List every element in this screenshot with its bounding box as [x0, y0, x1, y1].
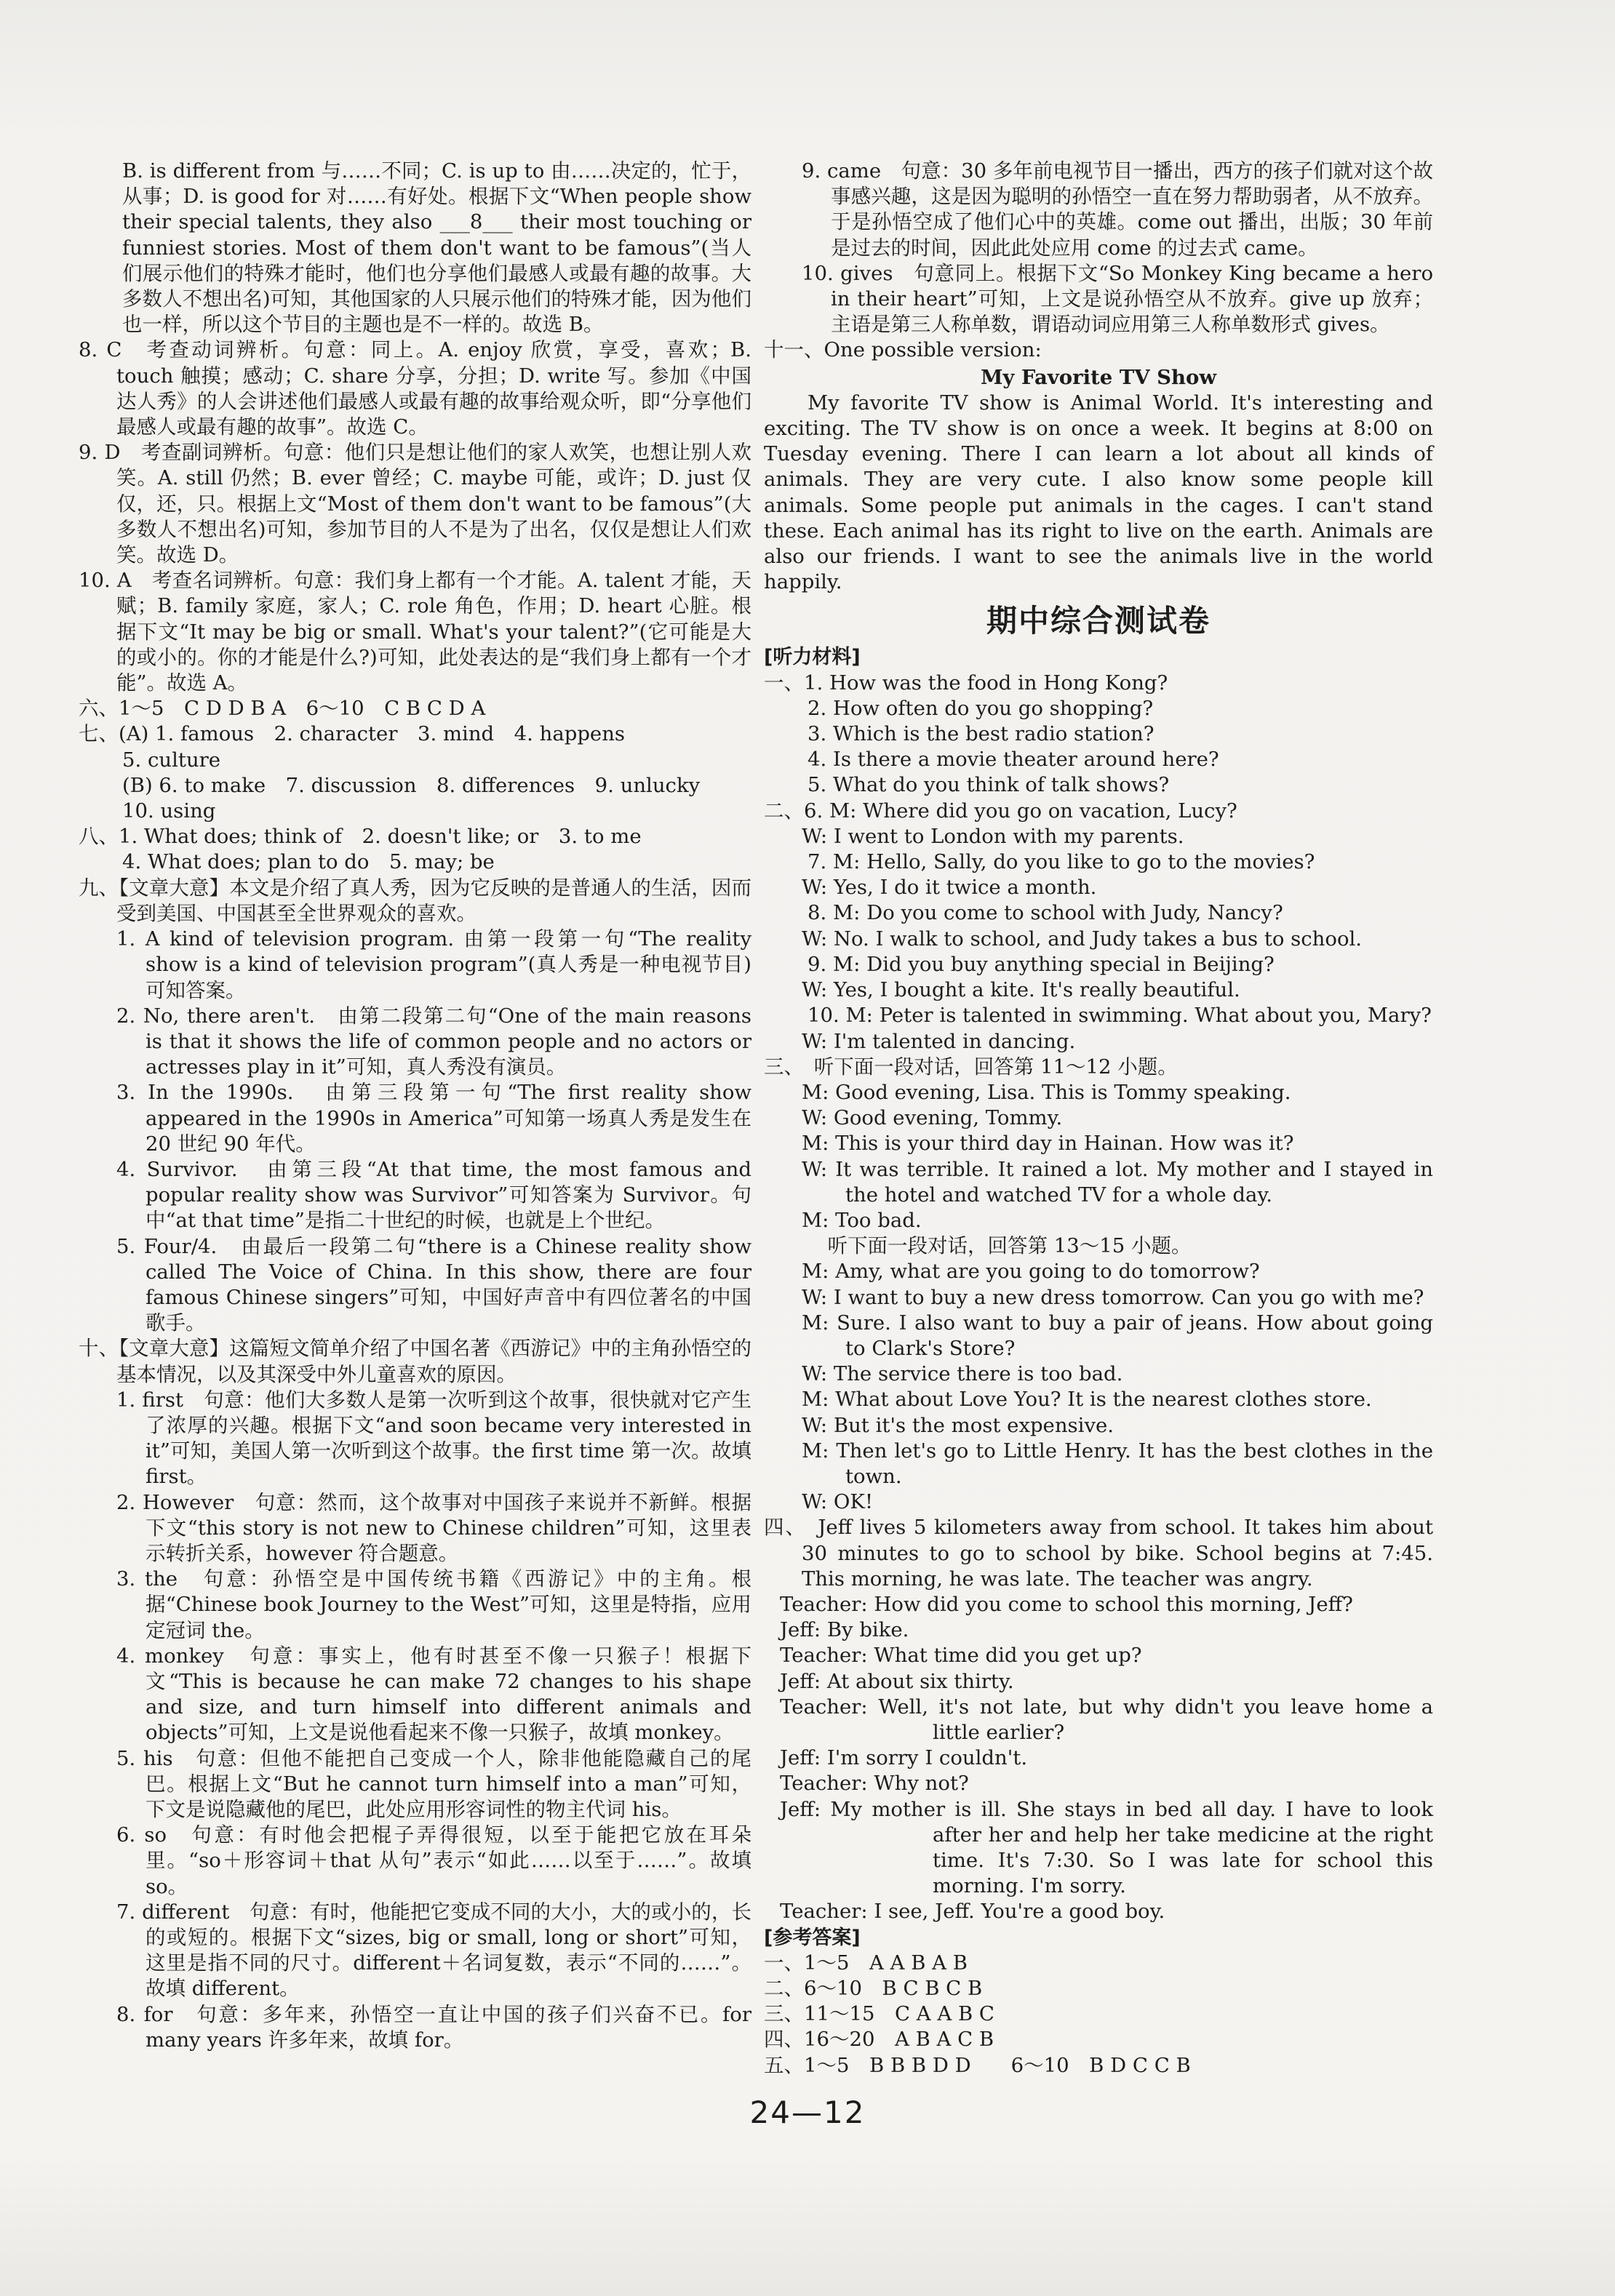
explanation-paragraph: 1. first 句意：他们大多数人是第一次听到这个故事，很快就对它产生了浓厚的兴趣。根据下文“and soon became very interested in it”可知，美国人第一次听到这个故事。the first time 第一次。故填 first。 — [116, 1388, 751, 1489]
listening-line: W: Yes, I bought a kite. It's really beautiful. — [802, 978, 1240, 1002]
explanation-paragraph: 2. However 句意：然而，这个故事对中国孩子来说并不新鲜。根据下文“this story is not new to Chinese children”可知，这里表示转折关系，however 符合题意。 — [116, 1490, 751, 1565]
listening-line: 4. Is there a movie theater around here? — [808, 748, 1219, 772]
left-column — [79, 159, 751, 2053]
listening-line: 5. What do you think of talk shows? — [808, 773, 1170, 797]
listening-line: 7. M: Hello, Sally, do you like to go to the movies? — [808, 850, 1315, 874]
right-column — [764, 159, 1433, 2079]
explanation-paragraph: B. is different from 与……不同；C. is up to 由……决定的，忙于，从事；D. is good for 对……有好处。根据下文“When people show their special talents, they also ___8___ their most touching or funniest stories. Most of them don't want to be famous”(当人们展示他们的特殊才能时，他们也分享他们最感人或最有趣的故事。大多数人不想出名)可知，其他国家的人只展示他们的特殊才能，因为他们也一样，所以这个节目的主题也是不一样的。故选 B。 — [122, 159, 751, 337]
answer-line: 四、16～20 A B A C B — [764, 2028, 994, 2052]
answer-line: 二、6～10 B C B C B — [764, 1977, 983, 2001]
listening-line: W: I went to London with my parents. — [802, 824, 1184, 848]
listening-line: 2. How often do you go shopping? — [808, 696, 1154, 720]
explanation-paragraph: 1. A kind of television program. 由第一段第一句“The reality show is a kind of television program”(真人秀是一种电视节目)可知答案。 — [116, 927, 751, 1002]
explanation-paragraph: 10. gives 句意同上。根据下文“So Monkey King became a hero in their heart”可知，上文是说孙悟空从不放弃。give up 放弃；主语是第三人称单数，谓语动词应用第三人称单数形式 gives。 — [802, 261, 1433, 337]
listening-line: M: Then let's go to Little Henry. It has the best clothes in the town. — [802, 1439, 1433, 1488]
listening-line: Jeff: At about six thirty. — [780, 1669, 1014, 1693]
answer-line: 一、1～5 A A B A B — [764, 1951, 968, 1975]
listening-line: Jeff: My mother is ill. She stays in bed all day. I have to look after her and help her take medicine at the right time. It's 7:30. So I was late for school this morning. I'm sorry. — [780, 1797, 1433, 1898]
explanation-paragraph: 8. for 句意：多年来，孙悟空一直让中国的孩子们兴奋不已。for many years 许多年来，故填 for。 — [116, 2002, 751, 2052]
listening-line: W: Good evening, Tommy. — [802, 1106, 1063, 1130]
listening-line: Teacher: How did you come to school this morning, Jeff? — [780, 1592, 1353, 1616]
listening-line: 听下面一段对话，回答第 13～15 小题。 — [808, 1234, 1192, 1258]
listening-line: M: Amy, what are you going to do tomorrow? — [802, 1260, 1260, 1284]
listening-line: W: I want to buy a new dress tomorrow. Can you go with me? — [802, 1285, 1424, 1309]
explanation-paragraph: (B) 6. to make 7. discussion 8. differences 9. unlucky — [122, 773, 701, 797]
listening-line: 9. M: Did you buy anything special in Beijing? — [808, 952, 1275, 976]
listening-line: M: Too bad. — [802, 1208, 922, 1232]
listening-line: W: It was terrible. It rained a lot. My mother and I stayed in the hotel and watched TV for a whole day. — [802, 1157, 1433, 1207]
explanation-paragraph: 8. C 考查动词辨析。句意：同上。A. enjoy 欣赏，享受，喜欢；B. touch 触摸；感动；C. share 分享，分担；D. write 写。参加《中国达人秀》的人会讲述他们最感人或最有趣的故事给观众听，即“分享他们最感人或最有趣的故事”。故选 C。 — [79, 338, 751, 439]
listening-line: Teacher: I see, Jeff. You're a good boy. — [780, 1900, 1165, 1924]
answers-label: [参考答案] — [764, 1926, 861, 1949]
explanation-paragraph: 2. No, there aren't. 由第二段第二句“One of the main reasons is that it shows the life of common people and no actors or actresses play in it”可知，真人秀没有演员。 — [116, 1004, 751, 1079]
listening-line: M: What about Love You? It is the nearest clothes store. — [802, 1388, 1372, 1412]
explanation-paragraph: 六、1～5 C D D B A 6～10 C B C D A — [79, 697, 486, 721]
listening-line: Jeff: By bike. — [780, 1618, 909, 1642]
explanation-paragraph: 6. so 句意：有时他会把棍子弄得很短，以至于能把它放在耳朵里。“so＋形容词＋that 从句”表示“如此……以至于……”。故填 so。 — [116, 1823, 751, 1898]
listening-line: W: OK! — [802, 1490, 874, 1514]
explanation-paragraph: 3. the 句意：孙悟空是中国传统书籍《西游记》中的主角。根据“Chinese book Journey to the West”可知，这里是特指，应用定冠词 the。 — [116, 1567, 751, 1642]
listening-line: M: Good evening, Lisa. This is Tommy speaking. — [802, 1080, 1291, 1104]
explanation-paragraph: 十、【文章大意】这篇短文简单介绍了中国名著《西游记》中的主角孙悟空的基本情况，以及其深受中外儿童喜欢的原因。 — [79, 1337, 751, 1386]
explanation-paragraph: 5. Four/4. 由最后一段第二句“there is a Chinese reality show called The Voice of China. In this show, there are four famous Chinese singers”可知，中国好声音中有四位著名的中国歌手。 — [116, 1234, 751, 1335]
explanation-paragraph: 4. What does; plan to do 5. may; be — [122, 850, 495, 874]
listening-line: W: Yes, I do it twice a month. — [802, 876, 1097, 900]
listening-line: Teacher: Well, it's not late, but why didn't you leave home a little earlier? — [780, 1695, 1433, 1744]
explanation-paragraph: 5. his 句意：但他不能把自己变成一个人，除非他能隐藏自己的尾巴。根据上文“But he cannot turn himself into a man”可知，下文是说隐藏他的尾巴，此处应用形容词性的物主代词 his。 — [116, 1746, 751, 1821]
listening-line: W: I'm talented in dancing. — [802, 1029, 1076, 1053]
listening-line: 三、 听下面一段对话，回答第 11～12 小题。 — [764, 1055, 1178, 1079]
listening-line: W: No. I walk to school, and Judy takes a bus to school. — [802, 927, 1363, 951]
listening-line: W: The service there is too bad. — [802, 1362, 1123, 1386]
explanation-paragraph: 3. In the 1990s. 由第三段第一句“The first reality show appeared in the 1990s in America”可知第一场真人秀是发生在 20 世纪 90 年代。 — [116, 1081, 751, 1156]
explanation-paragraph: 七、(A) 1. famous 2. character 3. mind 4. happens — [79, 722, 626, 746]
explanation-paragraph: 10. A 考查名词辨析。句意：我们身上都有一个才能。A. talent 才能，天赋；B. family 家庭，家人；C. role 角色，作用；D. heart 心脏。根据下文“It may be big or small. What's your talent?”(它可能是大的或小的。你的才能是什么?)可知，此处表达的是“我们身上都有一个才能”。故选 A。 — [79, 569, 751, 695]
listening-line: Teacher: Why not? — [780, 1772, 969, 1796]
essay-title: My Favorite TV Show — [980, 365, 1217, 389]
listening-label: [听力材料] — [764, 646, 861, 669]
listening-line: 四、 Jeff lives 5 kilometers away from school. It takes him about 30 minutes to go to school by bike. School begins at 7:45. This morning, he was late. The teacher was angry. — [764, 1516, 1433, 1591]
explanation-paragraph: 4. Survivor. 由第三段“At that time, the most famous and popular reality show was Survivor”可知答案为 Survivor。句中“at that time”是指二十世纪的时候，也就是上个世纪。 — [116, 1157, 751, 1233]
listening-line: Jeff: I'm sorry I couldn't. — [780, 1746, 1028, 1770]
listening-line: M: Sure. I also want to buy a pair of jeans. How about going to Clark's Store? — [802, 1311, 1433, 1360]
listening-line: M: This is your third day in Hainan. How was it? — [802, 1132, 1294, 1156]
answer-explanations-continued — [764, 159, 1433, 364]
explanation-paragraph: 9. D 考查副词辨析。句意：他们只是想让他们的家人欢笑，也想让别人欢笑。A. still 仍然；B. ever 曾经；C. maybe 可能，或许；D. just 仅仅，还，只。根据上文“Most of them don't want to be famous”(大多数人不想出名)可知，参加节目的人不是为了出名，仅仅是想让人们欢笑。故选 D。 — [79, 441, 751, 567]
explanation-paragraph: 10. using — [122, 799, 216, 823]
listening-line: Teacher: What time did you get up? — [780, 1644, 1142, 1668]
explanation-paragraph: 5. culture — [122, 748, 221, 772]
listening-line: 一、1. How was the food in Hong Kong? — [764, 671, 1168, 695]
explanation-paragraph: 九、【文章大意】本文是介绍了真人秀，因为它反映的是普通人的生活，因而受到美国、中国甚至全世界观众的喜欢。 — [79, 876, 751, 925]
explanation-paragraph: 7. different 句意：有时，他能把它变成不同的大小，大的或小的，长的或短的。根据下文“sizes, big or small, long or short”可知，这里是指不同的尺寸。different＋名词复数，表示“不同的……”。故填 different。 — [116, 1900, 751, 2001]
listening-line: 3. Which is the best radio station? — [808, 722, 1155, 746]
explanation-paragraph: 9. came 句意：30 多年前电视节目一播出，西方的孩子们就对这个故事感兴趣，这是因为聪明的孙悟空一直在努力帮助弱者，从不放弃。于是孙悟空成了他们心中的英雄。come out 播出，出版；30 年前是过去的时间，因此此处应用 come 的过去式 came。 — [802, 159, 1433, 260]
explanation-paragraph: 八、1. What does; think of 2. doesn't like; or 3. to me — [79, 825, 642, 849]
answer-line: 三、11～15 C A A B C — [764, 2002, 994, 2026]
explanation-paragraph: 4. monkey 句意：事实上，他有时甚至不像一只猴子！根据下文“This is because he can make 72 changes to his shape and size, and turn himself into different animals and objects”可知，上文是说他看起来不像一只猴子，故填 monkey。 — [116, 1644, 751, 1745]
essay-body: My favorite TV show is Animal World. It's interesting and exciting. The TV show is on once a week. It begins at 8:00 on Tuesday evening. There I can learn a lot about all kinds of animals. They are very cute. I also know some people kill animals. Some people put animals in the cages. I can't stand these. Each animal has its right to live on the earth. Animals are also our friends. I want to see the animals live in the world happily. — [764, 391, 1433, 594]
reference-answers — [764, 1951, 1433, 2079]
listening-line: 二、6. M: Where did you go on vacation, Lucy? — [764, 799, 1237, 823]
listening-line: 8. M: Do you come to school with Judy, Nancy? — [808, 901, 1283, 925]
page-number: 24—12 — [749, 2095, 866, 2130]
listening-material — [764, 671, 1433, 1925]
listening-line: 10. M: Peter is talented in swimming. What about you, Mary? — [808, 1004, 1432, 1028]
listening-line: W: But it's the most expensive. — [802, 1413, 1114, 1437]
explanation-paragraph: 十一、One possible version: — [764, 338, 1042, 362]
midterm-title: 期中综合测试卷 — [986, 603, 1211, 639]
answer-line: 五、1～5 B B B D D 6～10 B D C C B — [764, 2053, 1191, 2077]
